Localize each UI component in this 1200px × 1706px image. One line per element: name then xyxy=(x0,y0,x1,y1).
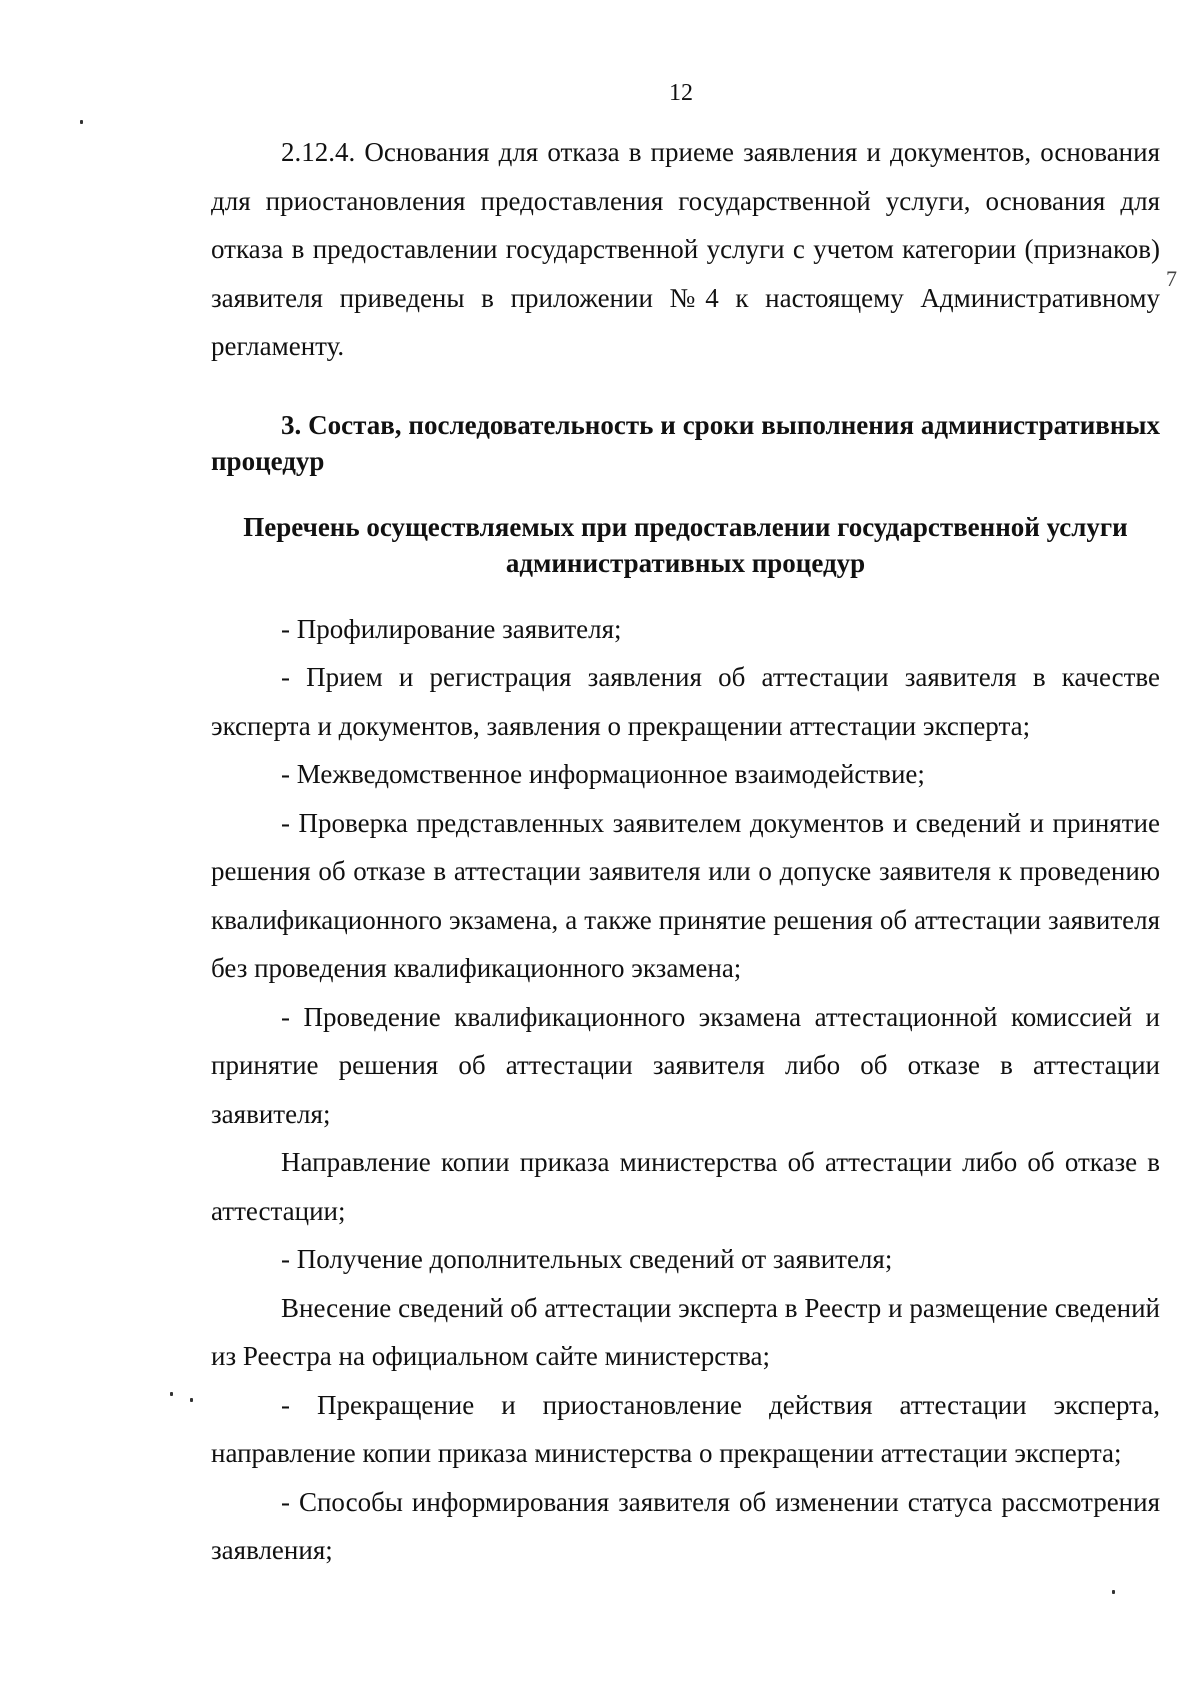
list-item: Внесение сведений об аттестации эксперта в Реестр и размещение сведений из Реестра на официальном сайте министерства; xyxy=(211,1292,1160,1371)
paragraph-2-12-4: 2.12.4. Основания для отказа в приеме заявления и документов, основания для приостановления предоставления государственной услуги, основания для отказа в предоставлении государственной услуги с учетом категории (признаков) заявителя приведены в приложении №4 к настоящему Административному регламенту. xyxy=(211,137,1160,361)
scan-speck xyxy=(80,120,83,124)
subsection-heading: Перечень осуществляемых при предоставлении государственной услуги административных процедур xyxy=(243,511,1128,578)
scan-speck xyxy=(170,1392,173,1396)
list-item: - Прекращение и приостановление действия аттестации эксперта, направление копии приказа министерства о прекращении аттестации эксперта; xyxy=(211,1389,1160,1468)
list-item: - Способы информирования заявителя об изменении статуса рассмотрения заявления; xyxy=(211,1486,1160,1565)
scan-speck xyxy=(190,1398,193,1402)
margin-handwritten-mark: 7 xyxy=(1166,266,1177,291)
list-item: - Проверка представленных заявителем документов и сведений и принятие решения об отказе в аттестации заявителя или о допуске заявителя к проведению квалификационного экзамена, а также принятие решения об аттестации заявителя без проведения квалификационного экзамена; xyxy=(211,807,1160,983)
list-item: - Межведомственное информационное взаимодействие; xyxy=(281,759,925,789)
scan-speck xyxy=(1112,1590,1115,1594)
list-item: - Прием и регистрация заявления об аттестации заявителя в качестве эксперта и документов, заявления о прекращении аттестации эксперта; xyxy=(211,662,1160,741)
procedure-list xyxy=(211,605,1160,1575)
list-item: - Профилирование заявителя; xyxy=(281,613,622,644)
list-item: Направление копии приказа министерства об аттестации либо об отказе в аттестации; xyxy=(211,1147,1160,1226)
list-item: - Проведение квалификационного экзамена аттестационной комиссией и принятие решения об аттестации заявителя либо об отказе в аттестации заявителя; xyxy=(211,1001,1160,1129)
section-heading: 3. Состав, последовательность и сроки выполнения административных процедур xyxy=(211,409,1160,476)
list-item: - Получение дополнительных сведений от заявителя; xyxy=(281,1244,893,1274)
document-body xyxy=(211,128,1160,1575)
page-number: 12 xyxy=(669,80,693,106)
